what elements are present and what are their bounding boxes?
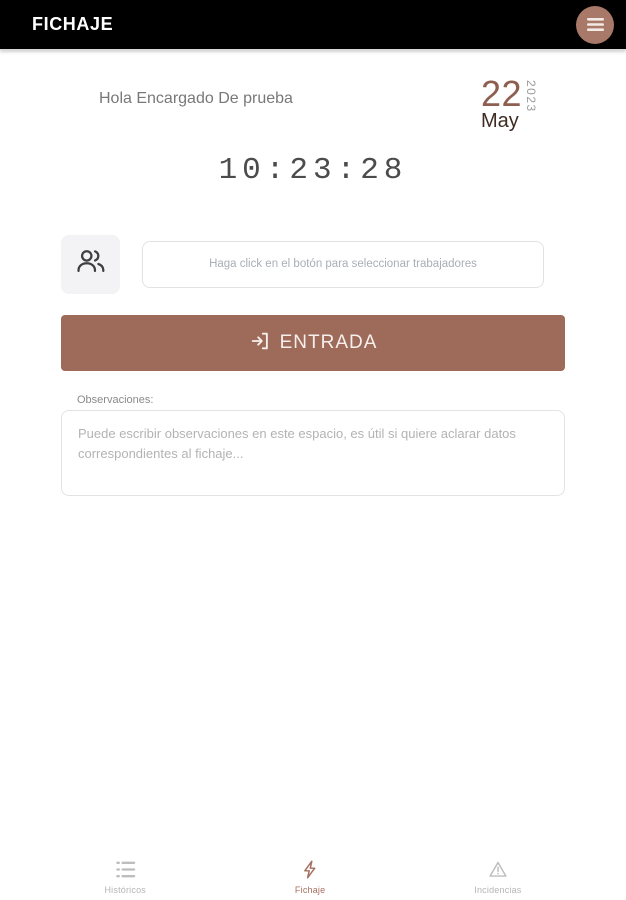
nav-item-fichaje[interactable] bbox=[295, 859, 325, 895]
nav-label: Fichaje bbox=[294, 885, 326, 895]
nav-label: Incidencias bbox=[474, 885, 522, 895]
date-month: May bbox=[480, 109, 519, 132]
select-workers-button[interactable] bbox=[61, 235, 120, 294]
menu-button[interactable] bbox=[576, 6, 614, 44]
clock-display: 10:23:28 bbox=[218, 152, 408, 188]
observations-label: Observaciones: bbox=[77, 393, 154, 406]
observations-textarea[interactable] bbox=[61, 410, 565, 496]
worker-selector-row bbox=[61, 235, 565, 294]
login-icon bbox=[249, 330, 271, 355]
main-content bbox=[0, 73, 626, 501]
bottom-nav bbox=[0, 854, 626, 900]
hamburger-icon bbox=[587, 18, 604, 31]
greeting-text: Hola Encargado De prueba bbox=[99, 90, 293, 107]
entrada-button-label: ENTRADA bbox=[279, 331, 378, 353]
entrada-button[interactable] bbox=[61, 315, 565, 371]
list-icon bbox=[114, 859, 137, 883]
nav-item-incidencias[interactable] bbox=[474, 859, 521, 895]
lightning-icon bbox=[300, 859, 321, 883]
nav-item-historicos[interactable] bbox=[104, 859, 146, 895]
warning-icon bbox=[487, 859, 509, 883]
greeting-row bbox=[61, 73, 565, 132]
date-card bbox=[480, 73, 538, 132]
date-day: 22 bbox=[480, 73, 522, 114]
nav-label: Históricos bbox=[104, 885, 146, 895]
date-year: 2023 bbox=[524, 80, 538, 113]
app-header bbox=[0, 0, 626, 50]
worker-selector-input[interactable] bbox=[142, 241, 544, 288]
date-main bbox=[480, 73, 522, 132]
app-title: FICHAJE bbox=[32, 14, 114, 34]
people-icon bbox=[74, 246, 108, 283]
